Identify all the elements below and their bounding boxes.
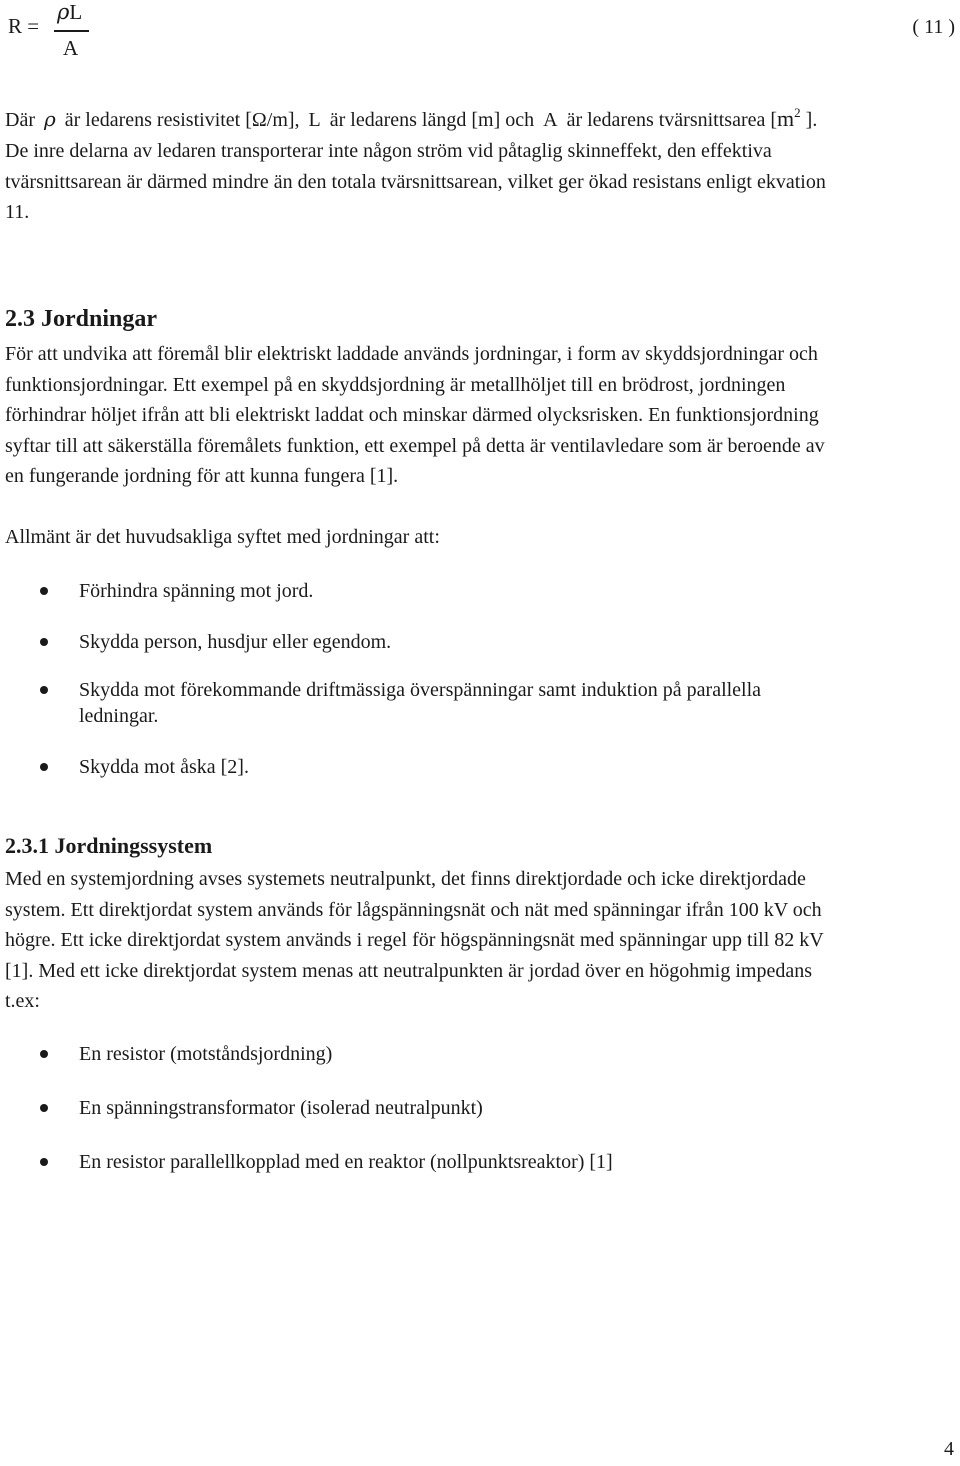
section-heading-jordningssystem: 2.3.1 Jordningssystem xyxy=(5,833,213,858)
bullet-icon xyxy=(40,1104,48,1112)
skin-effect-paragraph xyxy=(5,136,955,228)
area-unit: m xyxy=(777,106,795,131)
bullet-icon xyxy=(40,1158,48,1166)
paragraph-line: funktionsjordningar. Ett exempel på en skyddsjordning är metallhöljet till en brödrost, jordningen xyxy=(5,373,786,396)
section-heading-jordningar: 2.3 Jordningar xyxy=(5,306,158,332)
numerator-variable: L xyxy=(69,0,83,24)
equation-denominator: A xyxy=(63,36,79,60)
paragraph-line: förhindrar höljet ifrån att bli elektriskt laddat och minskar därmed olycksrisken. En funktionsjordning xyxy=(5,404,819,426)
bullet-icon xyxy=(40,1050,48,1058)
paragraph-line: system. Ett direktjordat system används för lågspänningsnät och nät med spänningar ifrån 100 kV och xyxy=(5,898,822,921)
purpose-intro: Allmänt är det huvudsakliga syftet med jordningar att: xyxy=(5,526,440,548)
equation-lhs: R = xyxy=(8,14,40,38)
definition-area: är ledarens tvärsnittsarea [ xyxy=(566,109,778,131)
bullet-icon xyxy=(40,763,48,771)
paragraph-line: syftar till att säkerställa föremålets funktion, ett exempel på detta är ventilavledare som är beroende av xyxy=(5,434,825,457)
equation-numerator xyxy=(57,0,82,25)
paragraph-line: De inre delarna av ledaren transporterar inte någon ström vid påtaglig skinneffekt, den effektiva xyxy=(5,140,772,162)
length-symbol: L xyxy=(308,109,321,131)
rho-symbol: ρ xyxy=(43,107,56,131)
definition-line xyxy=(5,98,955,135)
equation-number: ( 11 ) xyxy=(912,16,955,38)
definition-prefix: Där xyxy=(5,109,35,131)
fraction-bar xyxy=(54,30,89,32)
paragraph-line: [1]. Med ett icke direktjordat system menas att neutralpunkten är jordad över en högohmig impedans xyxy=(5,959,812,982)
definition-close: ]. xyxy=(805,109,818,131)
definition-resistivity: är ledarens resistivitet [Ω/m], xyxy=(64,109,300,131)
paragraph-line: Med en systemjordning avses systemets neutralpunkt, det finns direktjordade och icke direktjordade xyxy=(5,868,806,890)
page-number: 4 xyxy=(944,1438,954,1460)
jordningar-paragraph xyxy=(5,339,955,492)
area-unit-exponent: 2 xyxy=(794,105,801,120)
paragraph-line: en fungerande jordning för att kunna fungera [1]. xyxy=(5,465,399,487)
paragraph-line: För att undvika att föremål blir elektriskt laddade används jordningar, i form av skyddsjordningar och xyxy=(5,343,818,365)
paragraph-line: tvärsnittsarean är därmed mindre än den totala tvärsnittsarean, vilket ger ökad resistans enligt ekvation xyxy=(5,170,826,193)
area-symbol: A xyxy=(543,109,558,131)
paragraph-line: 11. xyxy=(5,201,30,223)
jordningssystem-paragraph xyxy=(5,864,955,1017)
bullet-icon xyxy=(40,686,48,694)
rho-symbol: ρ xyxy=(57,0,70,24)
paragraph-line: t.ex: xyxy=(5,990,40,1012)
bullet-icon xyxy=(40,587,48,595)
bullet-icon xyxy=(40,638,48,646)
paragraph-line: högre. Ett icke direktjordat system används i regel för högspänningsnät med spänningar upp till 82 kV xyxy=(5,929,824,951)
definition-length: är ledarens längd [m] och xyxy=(329,109,535,131)
